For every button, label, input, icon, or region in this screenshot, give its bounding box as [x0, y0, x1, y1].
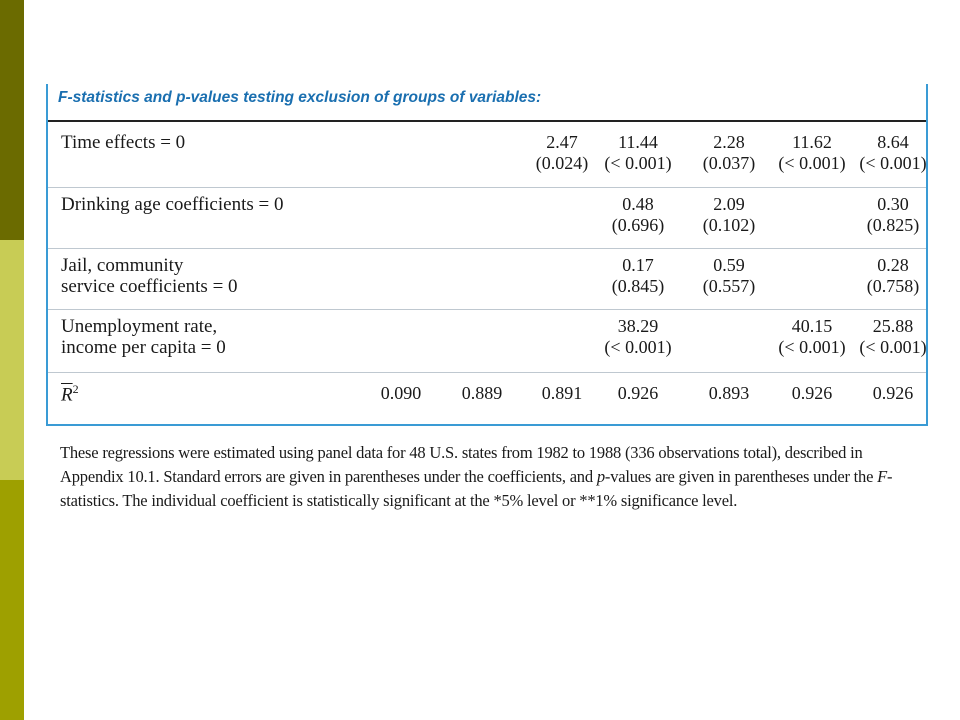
- f-statistic-cell: [772, 316, 852, 358]
- p-value: (0.037): [702, 153, 756, 173]
- f-statistic-cell: [598, 132, 678, 174]
- p-value: (0.696): [611, 215, 665, 235]
- row-label: Time effects = 0: [61, 132, 186, 153]
- r-bar-squared-value: 0.926: [872, 383, 914, 403]
- f-statistic-cell: [689, 132, 769, 174]
- p-value: (< 0.001): [778, 337, 846, 357]
- p-value: (0.825): [866, 215, 920, 235]
- row-label: service coefficients = 0: [61, 276, 238, 297]
- side-accent-bar: [0, 0, 24, 720]
- footnote-line-1: These regressions were estimated using panel data for 48 U.S. states from 1982 to 1988 (336 observations total), described in: [60, 443, 863, 462]
- f-statistic-value: 38.29: [617, 316, 659, 336]
- f-statistic-value: 0.28: [877, 255, 909, 275]
- p-value: (0.102): [702, 215, 756, 235]
- p-value: (< 0.001): [859, 337, 927, 357]
- f-statistic-value: 0.30: [877, 194, 909, 214]
- table-top-rule: [48, 120, 926, 122]
- f-statistic-cell: [598, 316, 678, 358]
- p-value: (< 0.001): [778, 153, 846, 173]
- f-statistic-value: 2.09: [713, 194, 745, 214]
- f-statistic-value: 2.47: [546, 132, 578, 152]
- side-bar-segment-bottom: [0, 480, 24, 720]
- r-bar-squared-value: 0.893: [708, 383, 750, 403]
- row-label: Drinking age coefficients = 0: [61, 194, 284, 215]
- f-statistic-value: 8.64: [877, 132, 909, 152]
- side-bar-segment-top: [0, 0, 24, 240]
- r-bar-squared-value: 0.926: [791, 383, 833, 403]
- f-statistic-cell: [853, 194, 933, 236]
- r-bar-squared-label: [61, 382, 79, 406]
- table-footnote: [60, 441, 926, 513]
- r-bar-squared-value: 0.889: [461, 383, 503, 403]
- row-label: Unemployment rate,: [61, 316, 218, 337]
- footnote-line-3: statistics. The individual coefficient is statistically significant at the *5% level or **1% significance level.: [60, 491, 738, 510]
- p-value: (0.758): [866, 276, 920, 296]
- row-divider: [48, 187, 926, 188]
- side-bar-segment-middle: [0, 240, 24, 480]
- r-bar-squared-value: 0.926: [617, 383, 659, 403]
- footnote-line-2: Appendix 10.1. Standard errors are given in parentheses under the coefficients, and p-values are given in parentheses under the F-: [60, 467, 893, 486]
- f-statistic-cell: [689, 194, 769, 236]
- row-label: Jail, community: [61, 255, 184, 276]
- p-value: (< 0.001): [604, 337, 672, 357]
- f-statistic-value: 11.62: [792, 132, 832, 152]
- f-statistic-value: 2.28: [713, 132, 745, 152]
- heading-f: F: [58, 89, 68, 106]
- f-statistic-value: 0.17: [622, 255, 654, 275]
- r-bar-superscript: 2: [72, 382, 79, 396]
- r-bar-symbol: $\overline{R}$: [61, 384, 73, 406]
- section-heading: [58, 89, 541, 107]
- f-statistic-cell: [522, 132, 602, 174]
- f-statistic-value: 11.44: [618, 132, 658, 152]
- f-statistic-value: 25.88: [872, 316, 914, 336]
- heading-p: p: [176, 89, 186, 106]
- f-statistic-value: 0.48: [622, 194, 654, 214]
- row-label: income per capita = 0: [61, 337, 226, 358]
- p-value: (< 0.001): [859, 153, 927, 173]
- r-bar-squared-value: 0.090: [380, 383, 422, 403]
- heading-part1: -statistics and: [67, 89, 176, 106]
- p-value: (0.024): [535, 153, 589, 173]
- f-statistic-value: 40.15: [791, 316, 833, 336]
- p-value: (0.845): [611, 276, 665, 296]
- f-statistic-cell: [853, 255, 933, 297]
- row-divider: [48, 309, 926, 310]
- f-statistic-cell: [598, 255, 678, 297]
- f-statistic-cell: [853, 132, 933, 174]
- f-statistic-cell: [853, 316, 933, 358]
- r-bar-squared-value: 0.891: [541, 383, 583, 403]
- f-statistic-value: 0.59: [713, 255, 745, 275]
- row-divider: [48, 248, 926, 249]
- row-divider: [48, 372, 926, 373]
- f-statistic-cell: [689, 255, 769, 297]
- f-statistic-cell: [598, 194, 678, 236]
- heading-part2: -values testing exclusion of groups of variables:: [185, 89, 542, 106]
- p-value: (< 0.001): [604, 153, 672, 173]
- p-value: (0.557): [702, 276, 756, 296]
- f-statistic-cell: [772, 132, 852, 174]
